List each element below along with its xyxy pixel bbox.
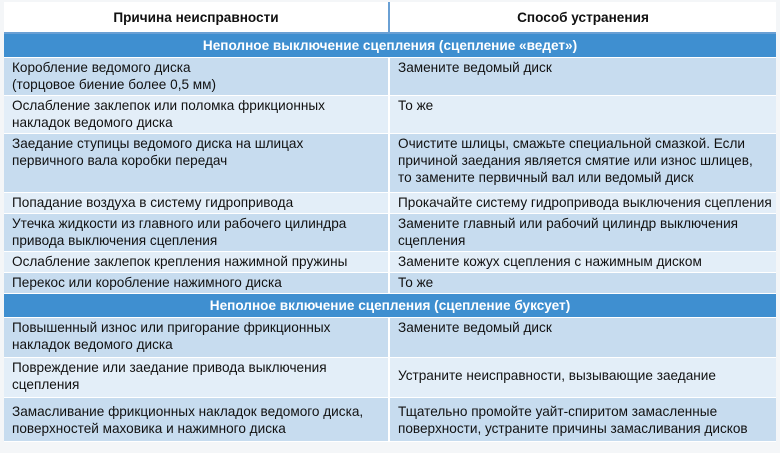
remedy-line: То же (398, 275, 434, 290)
remedy-line: Тщательно промойте уайт-спиритом замасленные (398, 404, 718, 419)
cause-line: Заедание ступицы ведомого диска на шлицах (12, 136, 304, 151)
remedy-cell (389, 318, 776, 358)
column-header-cause: Причина неисправности (4, 2, 389, 33)
remedy-line: Очистите шлицы, смажьте специальной смазкой. Если (398, 136, 745, 151)
cause-cell (4, 273, 389, 294)
cause-line: Перекос или коробление нажимного диска (12, 275, 282, 290)
remedy-line: Замените кожух сцепления с нажимным диском (398, 254, 702, 269)
cause-cell (4, 318, 389, 358)
troubleshooting-table (4, 2, 776, 442)
section-title: Неполное выключение сцепления (сцепление «ведет») (4, 33, 776, 58)
remedy-line: причиной заедания является смятие или износ шлицев, (398, 153, 753, 168)
cause-line: Ослабление заклепок крепления нажимной пружины (12, 254, 348, 269)
remedy-line: Замените главный или рабочий цилиндр выключения (398, 216, 739, 231)
remedy-line: Замените ведомый диск (398, 320, 552, 335)
table-row (4, 398, 776, 442)
cause-cell (4, 58, 389, 96)
cause-line: (торцовое биение более 0,5 мм) (12, 77, 217, 92)
table-row (4, 318, 776, 358)
remedy-cell (389, 193, 776, 214)
table-row (4, 358, 776, 398)
cause-line: первичного вала коробки передач (12, 153, 228, 168)
cause-line: привода выключения сцепления (12, 233, 218, 248)
remedy-line: то замените первичный вал или ведомый диск (398, 170, 694, 185)
remedy-cell (389, 58, 776, 96)
table-row (4, 193, 776, 214)
remedy-cell (389, 134, 776, 193)
remedy-cell (389, 96, 776, 134)
table-row (4, 96, 776, 134)
cause-line: накладок ведомого диска (12, 337, 173, 352)
table-header-row (4, 2, 776, 33)
remedy-line: Замените ведомый диск (398, 60, 552, 75)
remedy-cell (389, 398, 776, 442)
remedy-cell (389, 214, 776, 252)
cause-line: Замасливание фрикционных накладок ведомого диска, (12, 404, 364, 419)
cause-line: сцепления (12, 377, 80, 392)
table-row (4, 58, 776, 96)
cause-line: поверхностей маховика и нажимного диска (12, 421, 286, 436)
remedy-cell (389, 252, 776, 273)
cause-cell (4, 193, 389, 214)
remedy-line: Прокачайте систему гидропривода выключения сцепления (398, 195, 772, 210)
cause-line: Утечка жидкости из главного или рабочего цилиндра (12, 216, 347, 231)
remedy-cell (389, 273, 776, 294)
cause-line: Коробление ведомого диска (12, 60, 191, 75)
section-header-clutch-slips (4, 294, 776, 318)
table-row (4, 134, 776, 193)
remedy-line: поверхности, устраните причины замасливания дисков (398, 421, 748, 436)
cause-cell (4, 252, 389, 273)
remedy-line: Устраните неисправности, вызывающие заедание (398, 368, 716, 383)
remedy-line: То же (398, 98, 434, 113)
section-header-clutch-drags (4, 33, 776, 58)
cause-cell (4, 398, 389, 442)
remedy-line: сцепления (398, 233, 466, 248)
cause-line: Повышенный износ или пригорание фрикционных (12, 320, 331, 335)
table-row (4, 214, 776, 252)
table-row (4, 273, 776, 294)
table-row (4, 252, 776, 273)
cause-line: Ослабление заклепок или поломка фрикционных (12, 98, 325, 113)
cause-line: Попадание воздуха в систему гидропривода (12, 195, 294, 210)
cause-line: Повреждение или заедание привода выключения (12, 360, 327, 375)
cause-line: накладок ведомого диска (12, 115, 173, 130)
remedy-cell (389, 358, 776, 398)
cause-cell (4, 96, 389, 134)
section-title: Неполное включение сцепления (сцепление буксует) (4, 294, 776, 318)
column-header-remedy: Способ устранения (389, 2, 776, 33)
cause-cell (4, 358, 389, 398)
cause-cell (4, 134, 389, 193)
cause-cell (4, 214, 389, 252)
